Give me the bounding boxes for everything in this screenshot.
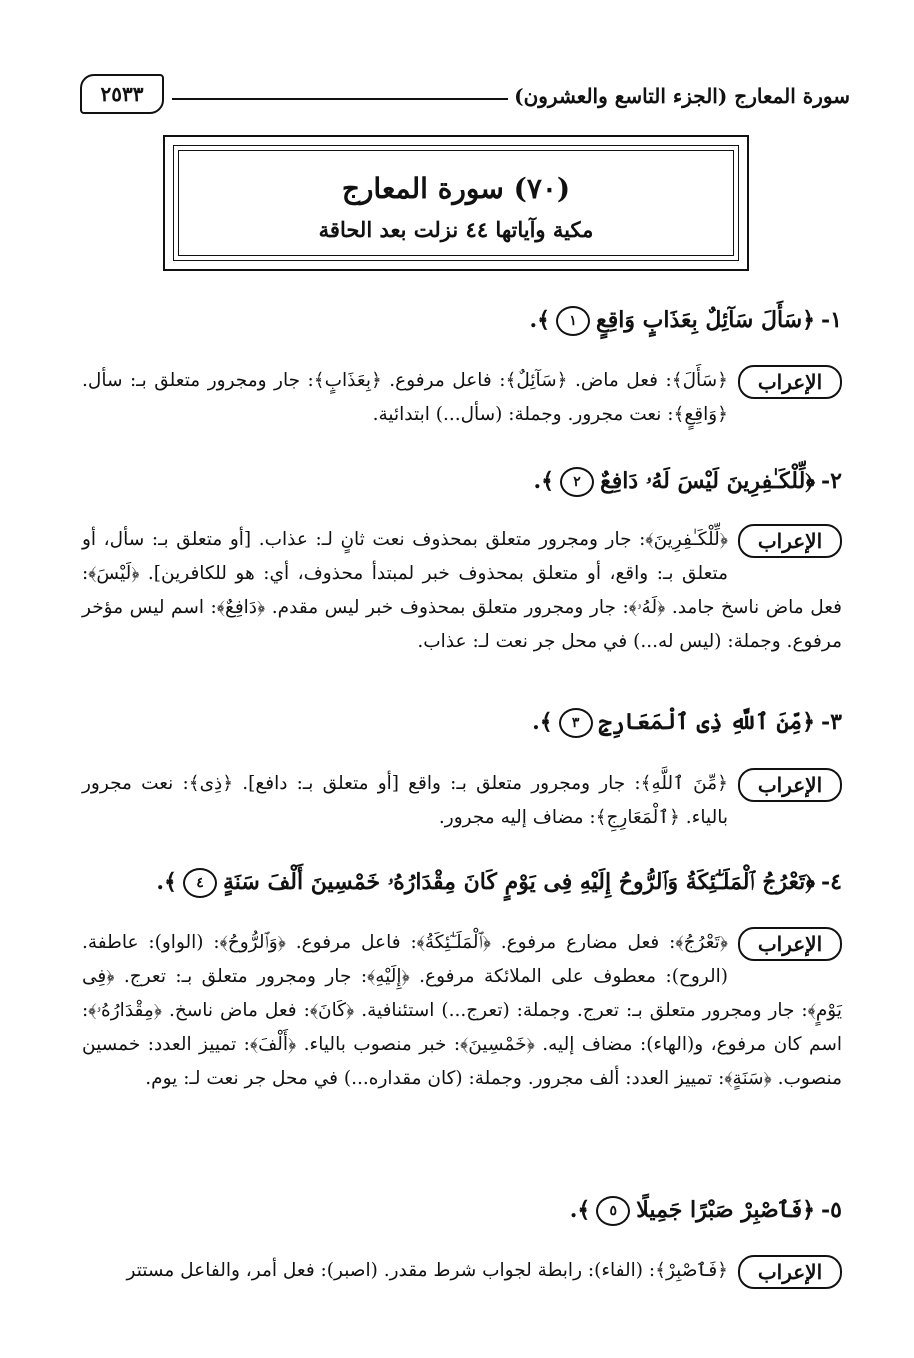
- irab-block-2: [82, 523, 842, 659]
- verse-line: [82, 461, 842, 501]
- irab-paragraph: [82, 767, 842, 835]
- page-number: ٢٥٣٣: [80, 74, 164, 114]
- verse-closing: ﴾.: [529, 307, 551, 333]
- verse-number: ٤-: [821, 869, 842, 895]
- ayah-number-marker: ٥: [596, 1196, 630, 1226]
- irab-label-badge: الإعراب: [738, 768, 842, 802]
- verse-number: ١-: [821, 307, 842, 333]
- running-header-title: سورة المعارج (الجزء التاسع والعشرون): [514, 84, 850, 108]
- irab-text: ﴿مِّنَ ٱللَّهِ﴾: جار ومجرور متعلق بـ: واقع [أو متعلق بـ: دافع]. ﴿ذِى﴾: نعت مجرور بالياء. ﴿ٱلْمَعَارِجِ﴾: مضاف إليه مجرور.: [82, 773, 728, 828]
- verse-number: ٣-: [821, 709, 842, 735]
- surah-subtitle: مكية وآياتها ٤٤ نزلت بعد الحاقة: [318, 217, 594, 242]
- verse-text: ﴿فَٱصْبِرْ صَبْرًا جَمِيلًا: [636, 1197, 816, 1223]
- verse-number: ٥-: [821, 1197, 842, 1223]
- irab-label-badge: الإعراب: [738, 927, 842, 961]
- irab-label-badge: الإعراب: [738, 524, 842, 558]
- header-rule: [172, 98, 508, 100]
- irab-label-badge: الإعراب: [738, 1255, 842, 1289]
- verse-closing: ﴾.: [569, 1197, 591, 1223]
- verse-line: [82, 702, 842, 742]
- running-header: [80, 72, 850, 118]
- surah-title-frame: [163, 135, 749, 271]
- verse-text: ﴿لِّلْكَـٰفِرِينَ لَيْسَ لَهُۥ دَافِعٌ: [600, 468, 816, 494]
- verse-text: ﴿تَعْرُجُ ٱلْمَلَـٰٓئِكَةُ وَٱلرُّوحُ إِلَيْهِ فِى يَوْمٍ كَانَ مِقْدَارُهُۥ خَمْسِينَ أَلْفَ سَنَةٍ: [222, 869, 816, 895]
- irab-paragraph: [82, 1254, 842, 1288]
- irab-paragraph: [82, 523, 842, 659]
- irab-text: ﴿لِّلْكَـٰفِرِينَ﴾: جار ومجرور متعلق بمحذوف نعت ثانٍ لـ: عذاب. [أو متعلق بـ: سأل، أو متعلق بـ: واقع، أو متعلق بمحذوف خبر لمبتدأ محذوف، أي: هو للكافرين]. ﴿لَيْسَ﴾: فعل ماض ناسخ جامد. ﴿لَهُۥ﴾: جار ومجرور متعلق بمحذوف خبر ليس مقدم. ﴿دَافِعٌ﴾: اسم ليس مؤخر مرفوع. وجملة: (ليس له...) في محل جر نعت لـ: عذاب.: [82, 529, 842, 652]
- verse-text: ﴿مِّنَ ٱللَّهِ ذِى ٱلْمَعَارِجِ: [598, 709, 816, 735]
- irab-text: ﴿تَعْرُجُ﴾: فعل مضارع مرفوع. ﴿ٱلْمَلَـٰٓئِكَةُ﴾: فاعل مرفوع. ﴿وَٱلرُّوحُ﴾: (الواو): عاطفة. (الروح): معطوف على الملائكة مرفوع. ﴿إِلَيْهِ﴾: جار ومجرور متعلق بـ: تعرج. ﴿فِى يَوْمٍ﴾: جار ومجرور متعلق بـ: تعرج. وجملة: (تعرج...) استئنافية. ﴿كَانَ﴾: فعل ماض ناسخ. ﴿مِقْدَارُهُۥ﴾: اسم كان مرفوع، و(الهاء): مضاف إليه. ﴿خَمْسِينَ﴾: خبر منصوب بالياء. ﴿أَلْفَ﴾: تمييز العدد: خمسين منصوب. ﴿سَنَةٍ﴾: تمييز العدد: ألف مجرور. وجملة: (كان مقداره...) في محل جر نعت لـ: يوم.: [82, 932, 842, 1089]
- irab-block-5: [82, 1254, 842, 1289]
- verse-block-3: [82, 702, 842, 742]
- irab-paragraph: [82, 364, 842, 432]
- ayah-number-marker: ٢: [560, 467, 594, 497]
- surah-title: (٧٠) سورة المعارج: [341, 172, 571, 205]
- irab-text: ﴿سَأَلَ﴾: فعل ماض. ﴿سَآئِلٌ﴾: فاعل مرفوع. ﴿بِعَذَابٍ﴾: جار ومجرور متعلق بـ: سأل. ﴿وَاقِعٍ﴾: نعت مجرور. وجملة: (سأل...) ابتدائية.: [82, 370, 728, 425]
- verse-closing: ﴾.: [533, 468, 555, 494]
- verse-block-2: [82, 461, 842, 501]
- verse-line: [82, 1190, 842, 1230]
- irab-text: ﴿فَٱصْبِرْ﴾: (الفاء): رابطة لجواب شرط مقدر. (اصبر): فعل أمر، والفاعل مستتر: [126, 1260, 728, 1281]
- irab-block-3: [82, 767, 842, 835]
- irab-block-4: [82, 926, 842, 1096]
- ayah-number-marker: ٣: [559, 708, 593, 738]
- verse-block-4: [82, 862, 842, 902]
- irab-block-1: [82, 364, 842, 432]
- irab-label-badge: الإعراب: [738, 365, 842, 399]
- verse-block-5: [82, 1190, 842, 1230]
- verse-number: ٢-: [821, 468, 842, 494]
- verse-line: [82, 862, 842, 902]
- irab-paragraph: [82, 926, 842, 1096]
- ayah-number-marker: ١: [556, 306, 590, 336]
- verse-closing: ﴾.: [532, 709, 553, 735]
- verse-closing: ﴾.: [156, 869, 177, 895]
- verse-line: [82, 300, 842, 340]
- verse-block-1: [82, 300, 842, 340]
- ayah-number-marker: ٤: [183, 868, 217, 898]
- verse-text: ﴿سَأَلَ سَآئِلٌ بِعَذَابٍ وَاقِعٍ: [596, 307, 816, 333]
